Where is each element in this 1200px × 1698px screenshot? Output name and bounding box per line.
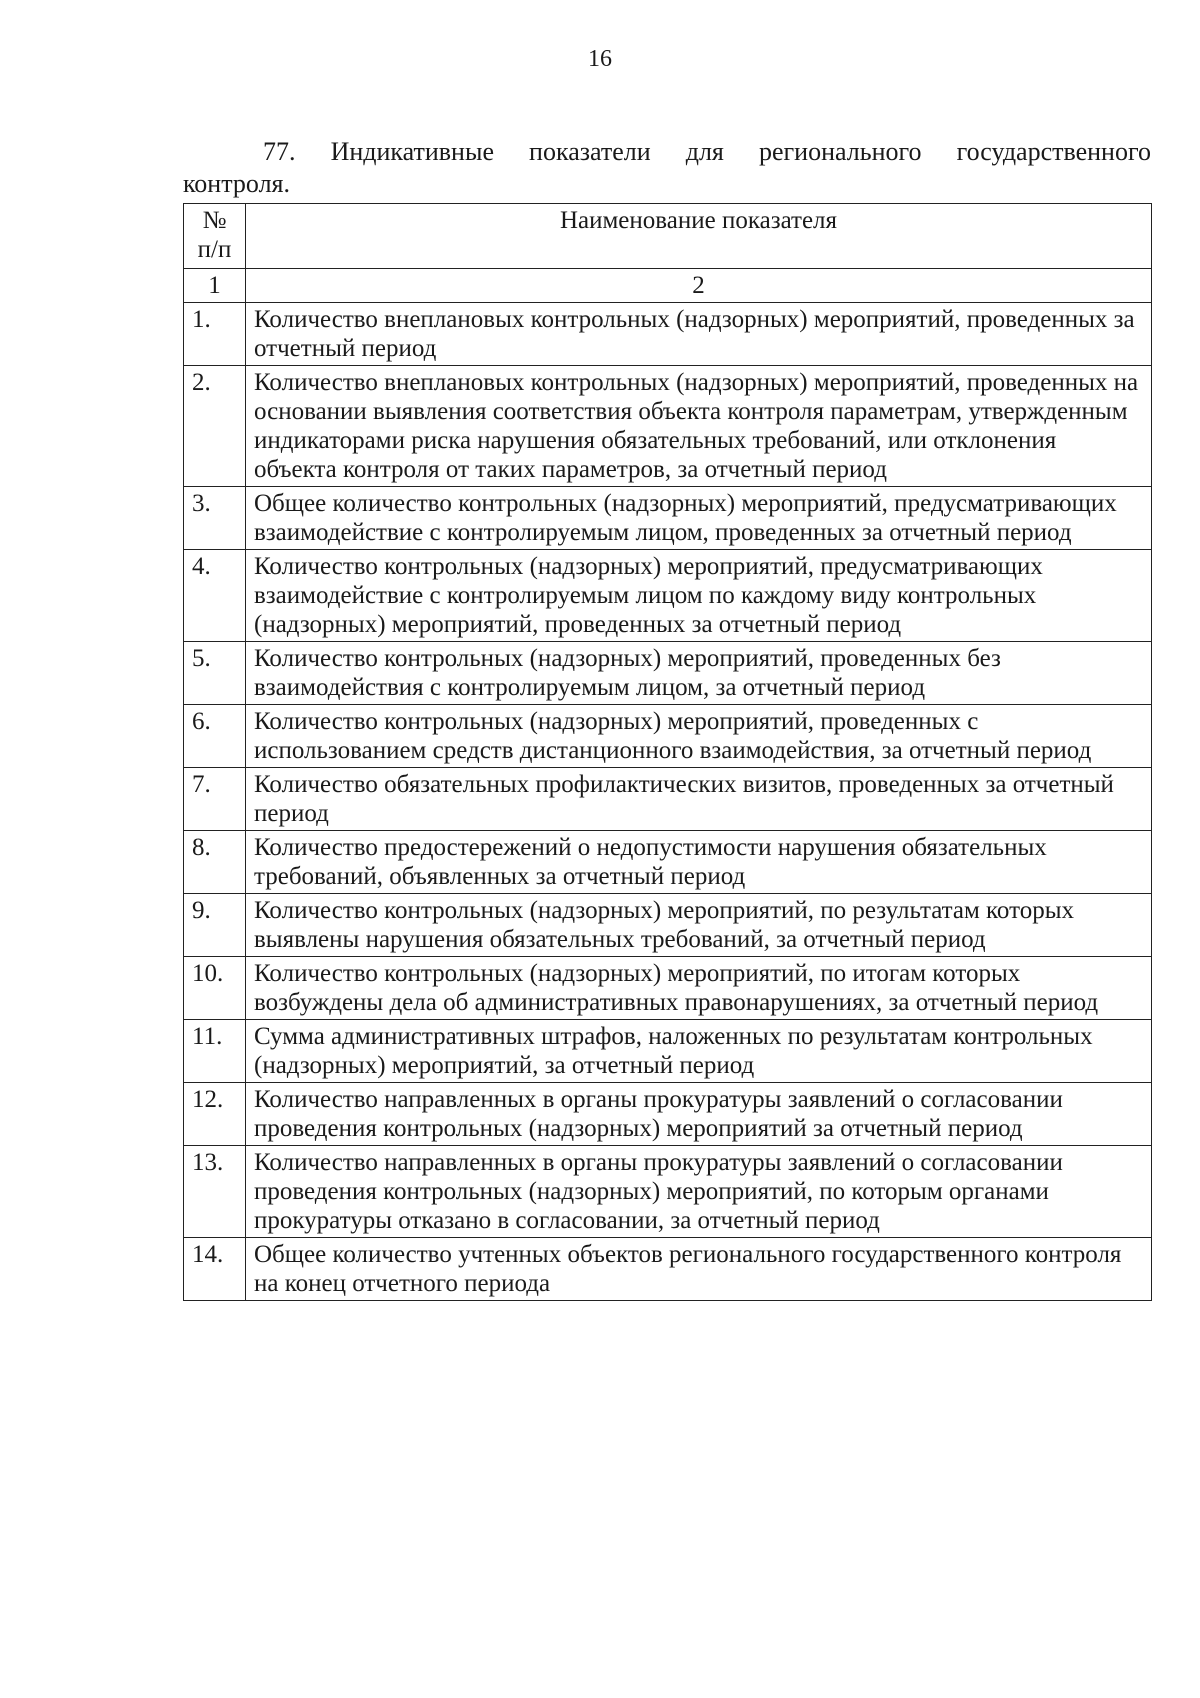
header-name: Наименование показателя bbox=[246, 204, 1152, 269]
row-number: 6. bbox=[184, 705, 246, 768]
table-row bbox=[184, 303, 1152, 366]
indicator-name: Количество направленных в органы прокуратуры заявлений о согласовании проведения контрольных (надзорных) мероприятий за отчетный период bbox=[246, 1083, 1152, 1146]
indicator-name: Количество контрольных (надзорных) мероприятий, по итогам которых возбуждены дела об административных правонарушениях, за отчетный период bbox=[246, 957, 1152, 1020]
row-number: 1. bbox=[184, 303, 246, 366]
table-body bbox=[184, 303, 1152, 1301]
indicator-name: Общее количество учтенных объектов регионального государственного контроля на конец отчетного периода bbox=[246, 1238, 1152, 1301]
row-number: 7. bbox=[184, 768, 246, 831]
table-row bbox=[184, 1083, 1152, 1146]
indicator-name: Количество контрольных (надзорных) мероприятий, предусматривающих взаимодействие с контролируемым лицом по каждому виду контрольных (надзорных) мероприятий, проведенных за отчетный период bbox=[246, 550, 1152, 642]
row-number: 13. bbox=[184, 1146, 246, 1238]
row-number: 11. bbox=[184, 1020, 246, 1083]
table-row bbox=[184, 1238, 1152, 1301]
table-row bbox=[184, 1146, 1152, 1238]
indicator-name: Количество направленных в органы прокуратуры заявлений о согласовании проведения контрольных (надзорных) мероприятий, по которым органами прокуратуры отказано в согласовании, за отчетный период bbox=[246, 1146, 1152, 1238]
table-header-row bbox=[184, 204, 1152, 269]
indicator-name: Сумма административных штрафов, наложенных по результатам контрольных (надзорных) мероприятий, за отчетный период bbox=[246, 1020, 1152, 1083]
indicator-name: Количество контрольных (надзорных) мероприятий, проведенных без взаимодействия с контролируемым лицом, за отчетный период bbox=[246, 642, 1152, 705]
table-row bbox=[184, 642, 1152, 705]
header-number-abbr: п/п bbox=[197, 236, 232, 263]
row-number: 3. bbox=[184, 487, 246, 550]
indicator-name: Количество обязательных профилактических визитов, проведенных за отчетный период bbox=[246, 768, 1152, 831]
indicators-table bbox=[183, 203, 1152, 1301]
row-number: 2. bbox=[184, 366, 246, 487]
column-number-1: 1 bbox=[184, 269, 246, 303]
indicator-name: Общее количество контрольных (надзорных) мероприятий, предусматривающих взаимодействие с контролируемым лицом, проведенных за отчетный период bbox=[246, 487, 1152, 550]
column-numbers-row bbox=[184, 269, 1152, 303]
row-number: 9. bbox=[184, 894, 246, 957]
row-number: 12. bbox=[184, 1083, 246, 1146]
header-number-symbol: № bbox=[202, 207, 227, 234]
row-number: 8. bbox=[184, 831, 246, 894]
page-number: 16 bbox=[588, 46, 612, 72]
intro-line-1: 77. Индикативные показатели для регионального государственного bbox=[263, 137, 1151, 166]
table-row bbox=[184, 831, 1152, 894]
indicator-name: Количество контрольных (надзорных) мероприятий, проведенных с использованием средств дистанционного взаимодействия, за отчетный период bbox=[246, 705, 1152, 768]
indicator-name: Количество контрольных (надзорных) мероприятий, по результатам которых выявлены нарушения обязательных требований, за отчетный период bbox=[246, 894, 1152, 957]
section-intro bbox=[183, 136, 1151, 200]
row-number: 14. bbox=[184, 1238, 246, 1301]
indicator-name: Количество предостережений о недопустимости нарушения обязательных требований, объявленных за отчетный период bbox=[246, 831, 1152, 894]
table-row bbox=[184, 894, 1152, 957]
table-row bbox=[184, 487, 1152, 550]
row-number: 4. bbox=[184, 550, 246, 642]
column-number-2: 2 bbox=[246, 269, 1152, 303]
table-row bbox=[184, 957, 1152, 1020]
table-row bbox=[184, 1020, 1152, 1083]
table-row bbox=[184, 366, 1152, 487]
header-number bbox=[184, 204, 246, 269]
indicator-name: Количество внеплановых контрольных (надзорных) мероприятий, проведенных на основании выявления соответствия объекта контроля параметрам, утвержденным индикаторами риска нарушения обязательных требований, или отклонения объекта контроля от таких параметров, за отчетный период bbox=[246, 366, 1152, 487]
table-row bbox=[184, 705, 1152, 768]
indicator-name: Количество внеплановых контрольных (надзорных) мероприятий, проведенных за отчетный период bbox=[246, 303, 1152, 366]
table-row bbox=[184, 768, 1152, 831]
row-number: 5. bbox=[184, 642, 246, 705]
row-number: 10. bbox=[184, 957, 246, 1020]
table-row bbox=[184, 550, 1152, 642]
intro-line-2: контроля. bbox=[183, 169, 290, 198]
